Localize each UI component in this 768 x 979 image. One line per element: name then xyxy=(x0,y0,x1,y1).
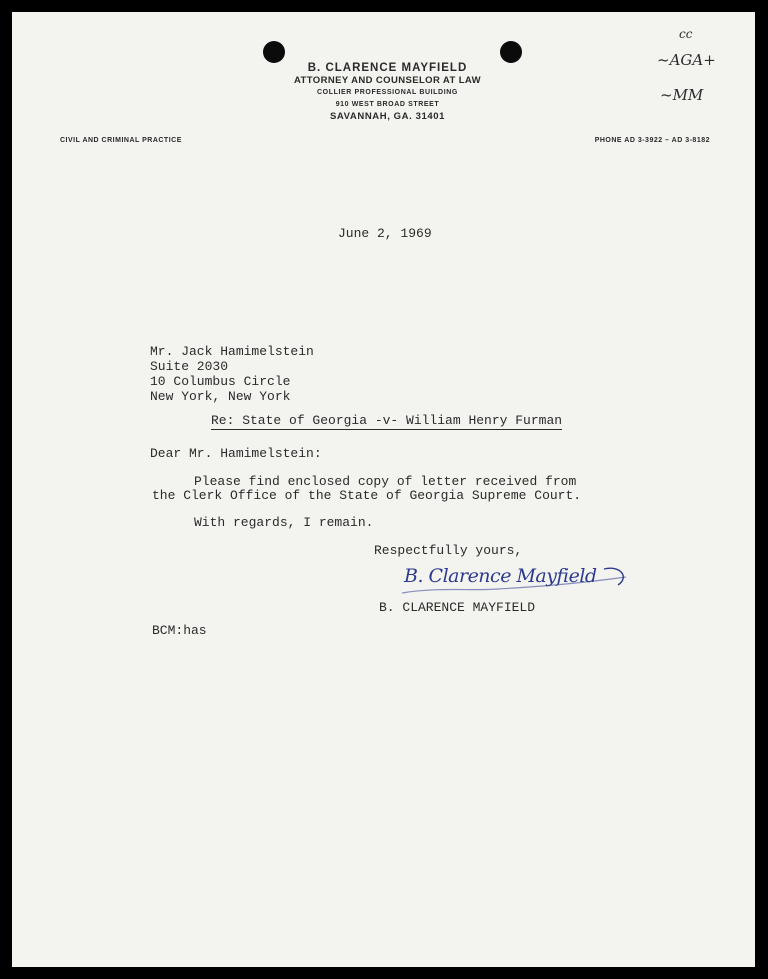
address-line: New York, New York xyxy=(150,389,291,404)
signature-text: B. Clarence Mayfield xyxy=(404,565,597,587)
handwritten-cc: cc xyxy=(679,27,693,41)
binder-hole-left xyxy=(263,41,285,63)
body-line: the Clerk Office of the State of Georgia Supreme Court. xyxy=(152,488,582,503)
letter-date: June 2, 1969 xyxy=(338,226,432,241)
salutation: Dear Mr. Hamimelstein: xyxy=(150,446,322,461)
letterhead-street: 910 WEST BROAD STREET xyxy=(335,101,440,108)
letterhead-practice: CIVIL AND CRIMINAL PRACTICE xyxy=(60,137,182,144)
re-line: Re: State of Georgia -v- William Henry Furman xyxy=(211,413,563,428)
handwritten-signature xyxy=(398,563,630,599)
letterhead-phone: PHONE AD 3-3922 – AD 3-8182 xyxy=(594,137,710,144)
binder-hole-right xyxy=(500,41,522,63)
address-line: 10 Columbus Circle xyxy=(150,374,291,389)
letterhead-name: B. CLARENCE MAYFIELD xyxy=(307,62,468,74)
typist-initials: BCM:has xyxy=(152,623,207,638)
signature-block: B. CLARENCE MAYFIELD xyxy=(379,600,536,615)
handwritten-recipient-1: ~AGA+ xyxy=(657,51,716,69)
letterhead-building: COLLIER PROFESSIONAL BUILDING xyxy=(317,89,458,96)
letterhead-city: SAVANNAH, GA. 31401 xyxy=(329,111,446,122)
handwritten-recipient-2: ~MM xyxy=(660,86,704,104)
address-line: Suite 2030 xyxy=(150,359,229,374)
address-line: Mr. Jack Hamimelstein xyxy=(150,344,314,359)
letterhead-title: ATTORNEY AND COUNSELOR AT LAW xyxy=(294,75,481,86)
closing: Respectfully yours, xyxy=(374,543,523,558)
letter-page xyxy=(12,12,755,967)
regards-line: With regards, I remain. xyxy=(194,515,374,530)
body-line: Please find enclosed copy of letter received from xyxy=(194,474,577,489)
